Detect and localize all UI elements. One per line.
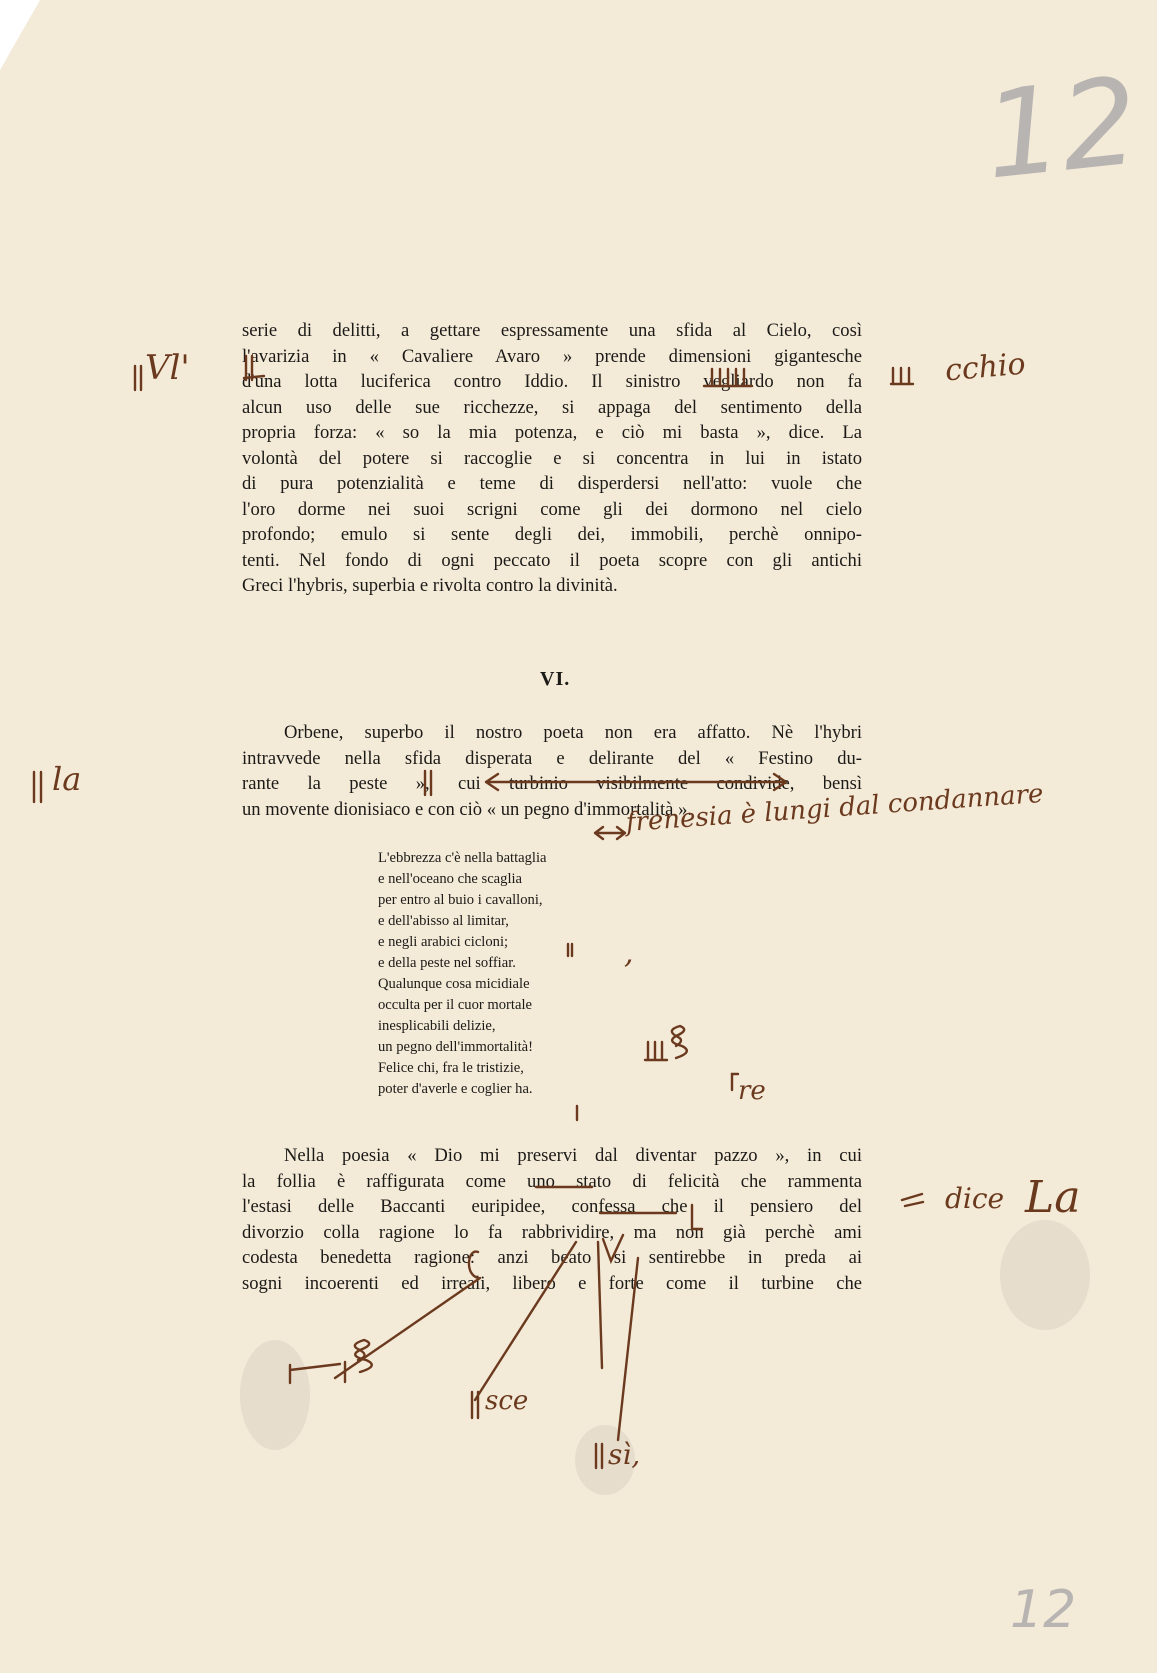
text-line: propria forza: « so la mia potenza, e ciò mi basta », dice. La [242, 422, 862, 443]
text-line: Greci l'hybris, superbia e rivolta contro la divinità. [242, 575, 618, 596]
annotation-la-left: la [52, 760, 82, 798]
text-line: profondo; emulo si sente degli dei, immobili, perchè onnipo- [242, 524, 862, 545]
annotation-la-right: La [1025, 1172, 1081, 1223]
dice-mark [902, 1194, 923, 1206]
text-line: l'oro dorme nei suoi scrigni come gli dei dormono nel cielo [242, 498, 862, 520]
insertion-mark [425, 771, 431, 795]
text-line: rante la peste », cui turbinio visibilmente condivide, bensì [242, 773, 862, 794]
text-line: divorzio colla ragione lo fa rabbrividire, ma non già perchè ami [242, 1221, 862, 1243]
annotation-poem-re: re [738, 1076, 766, 1106]
guide-line [475, 1242, 576, 1400]
text-line: un movente dionisiaco e con ciò « un pegno d'immortalità ». [242, 798, 693, 820]
text-line: codesta benedetta ragione: anzi beato si sentirebbe in preda ai [242, 1247, 862, 1268]
text-line: tenti. Nel fondo di ogni peccato il poeta scopre con gli antichi [242, 549, 862, 571]
poem-line: inesplicabili delizie, [378, 1018, 496, 1034]
poem-line: e dell'abisso al limitar, [378, 913, 509, 929]
annotation-sce: sce [485, 1386, 529, 1416]
annotation-si: sì, [608, 1438, 641, 1471]
guide-line [618, 1258, 638, 1440]
annotation-dice: dice [945, 1182, 1005, 1215]
text-line: alcun uso delle sue ricchezze, si appaga del sentimento della [242, 396, 862, 418]
margin-mark-left [290, 1362, 345, 1383]
text-line: volontà del potere si raccoglie e si concentra in lui in istato [242, 447, 862, 469]
poem-line: per entro al buio i cavalloni, [378, 892, 543, 908]
poem-line: e negli arabici cicloni; [378, 934, 509, 950]
poem-line: poter d'averle e coglier ha. [378, 1081, 533, 1097]
poem-line: un pegno dell'immortalità! [378, 1039, 534, 1055]
text-line: intravvede nella sfida disperata e delirante del « Festino du- [242, 747, 862, 769]
annotation-cchio: cchio [943, 346, 1027, 389]
triple-bar-mark [891, 368, 913, 384]
margin-curl-mark [355, 1340, 372, 1372]
guide-line [598, 1242, 602, 1368]
poem-triple-bar [645, 1042, 667, 1060]
insertion-v [603, 1235, 623, 1261]
insertion-circle [469, 1252, 478, 1278]
poem-line: e nell'oceano che scaglia [378, 871, 523, 887]
text-line: Orbene, superbo il nostro poeta non era affatto. Nè l'hybri [284, 722, 862, 743]
insertion-arrow [595, 827, 625, 839]
text-line: sogni incoerenti ed irreali, libero e forte come il turbine che [242, 1272, 862, 1294]
text-line: l'estasi delle Baccanti euripidee, confessa che il pensiero del [242, 1196, 862, 1217]
section-heading: VI. [540, 668, 571, 690]
poem-line: Qualunque cosa micidiale [378, 976, 530, 992]
poem-line: e della peste nel soffiar. [378, 955, 516, 971]
pencil-page-number-bottom: 12 [1010, 1580, 1077, 1640]
poem-insertion-mark [568, 944, 572, 956]
text-line: serie di delitti, a gettare espressamente una sfida al Cielo, così [242, 320, 862, 341]
text-line: l'avarizia in « Cavaliere Avaro » prende dimensioni gigantesche [242, 345, 862, 367]
strike-through-arrow [486, 774, 786, 790]
margin-v-mark [472, 1392, 478, 1418]
text-line: di pura potenzialità e teme di disperdersi nell'atto: vuole che [242, 473, 862, 494]
text-line: la follia è raffigurata come uno stato di felicità che rammenta [242, 1170, 862, 1192]
poem-line: occulta per il cuor mortale [378, 997, 532, 1013]
text-line: Nella poesia « Dio mi preservi dal diventar pazzo », in cui [284, 1145, 862, 1166]
poem-bracket-mark [732, 1074, 738, 1090]
strike-mark [704, 369, 752, 386]
pencil-page-number-top: 12 [978, 52, 1145, 207]
guide-line [335, 1278, 480, 1378]
poem-line: Felice chi, fra le tristizie, [378, 1060, 524, 1076]
insertion-mark [244, 356, 264, 380]
text-line: d'una lotta luciferica contro Iddio. Il sinistro vegliardo non fa [242, 371, 862, 392]
poem-line: L'ebbrezza c'è nella battaglia [378, 850, 547, 866]
poem-curl-mark [672, 1026, 687, 1058]
margin-v-mark [596, 1444, 602, 1468]
insertion-mark [692, 1205, 702, 1229]
annotation-vl: Vl' [145, 348, 190, 388]
margin-v-mark [135, 366, 141, 390]
margin-double-bar [34, 772, 41, 802]
annotation-frenesia-insert: frenesia è lungi dal condannare [624, 778, 1045, 838]
annotation-poem-comma: , [624, 936, 634, 971]
